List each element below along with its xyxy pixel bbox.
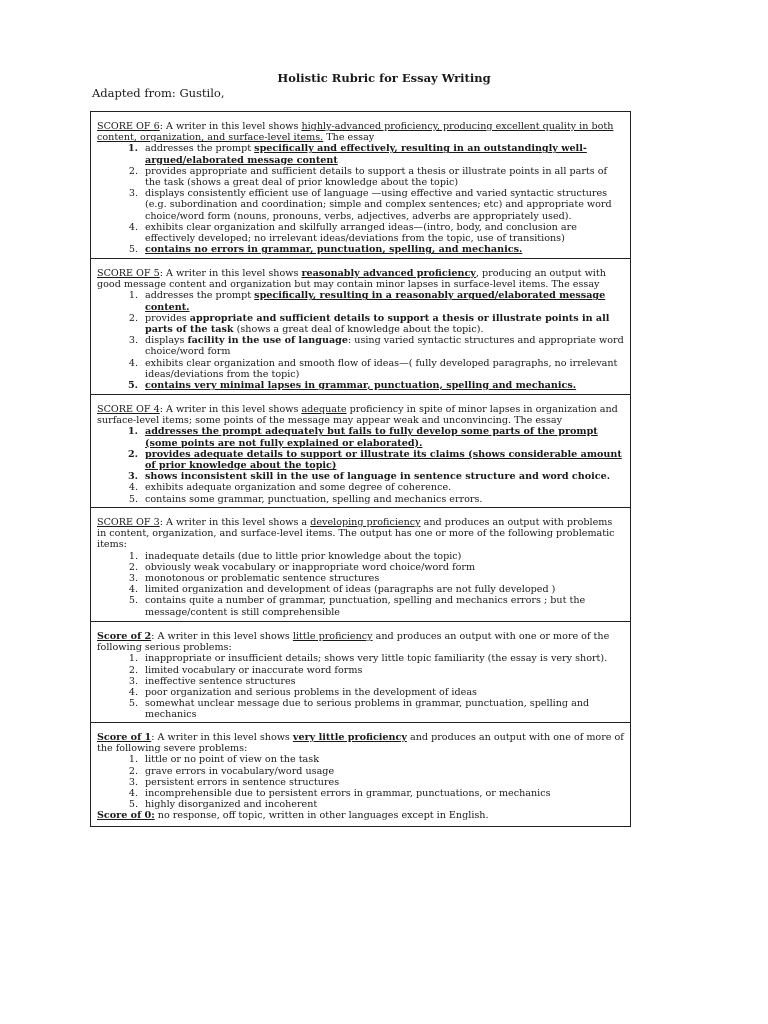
criterion-text: addresses the prompt adequately but fails to fully develop some parts of the prompt (some points are not fully explained or elaborated). <box>145 426 598 449</box>
criterion-text: obviously weak vocabulary or inappropriate word choice/word form <box>145 561 476 573</box>
criterion-text: monotonous or problematic sentence structures <box>145 573 380 585</box>
intro-text: : A writer in this level shows <box>159 268 302 279</box>
intro-text: : A writer in this level shows <box>151 732 293 743</box>
item-number: 1. <box>128 290 138 302</box>
score-1-intro <box>97 732 624 754</box>
score-0-line <box>97 810 624 821</box>
criterion-item <box>97 188 624 222</box>
criterion-item <box>97 143 624 165</box>
criterion-item <box>97 698 624 720</box>
text-part: provides <box>145 312 190 324</box>
score-0-text: no response, off topic, written in other languages except in English. <box>154 810 489 822</box>
criterion-item <box>97 426 624 448</box>
intro-text-end: and produces an output with one of more of the following severe problems: <box>97 732 624 755</box>
intro-underlined: reasonably advanced proficiency <box>301 268 476 279</box>
criterion-text: contains very minimal lapses in grammar, punctuation, spelling and mechanics. <box>145 380 577 392</box>
item-number: 5. <box>128 698 138 710</box>
item-number: 2. <box>128 312 138 324</box>
criterion-item <box>97 595 624 617</box>
criterion-text: little or no point of view on the task <box>145 754 320 766</box>
text-part: (shows a great deal of knowledge about the topic). <box>233 324 484 336</box>
criterion-item <box>97 449 624 471</box>
score-6-label: SCORE OF 6 <box>97 121 160 132</box>
document-title: Holistic Rubric for Essay Writing <box>277 71 491 85</box>
criterion-text: limited vocabulary or inaccurate word forms <box>145 664 363 676</box>
item-number: 1. <box>127 143 138 155</box>
intro-text: : A writer in this level shows a <box>159 517 311 528</box>
intro-underlined: very little proficiency <box>292 732 407 743</box>
item-number: 3. <box>128 188 138 200</box>
item-number: 4. <box>128 788 138 800</box>
criterion-text: persistent errors in sentence structures <box>145 776 340 788</box>
score-5-section <box>91 259 630 395</box>
criterion-item <box>97 573 624 584</box>
criterion-item <box>97 290 624 312</box>
score-2-section <box>91 622 630 723</box>
criterion-text: poor organization and serious problems in the development of ideas <box>145 687 477 699</box>
criterion-text: highly disorganized and incoherent <box>145 799 318 811</box>
score-3-section <box>91 508 630 622</box>
criterion-item <box>97 653 624 664</box>
criterion-item <box>97 665 624 676</box>
criterion-text: exhibits adequate organization and some degree of coherence. <box>145 482 452 494</box>
criterion-text: displays consistently efficient use of language —using effective and varied syntactic structures (e.g. subordination and coordination; simple and complex sentences; etc) and appropriate word choice/word form (nouns, pronouns, verbs, adjectives, adverbs are appropriately used). <box>145 188 612 222</box>
adapted-from-line: Adapted from: Gustilo, <box>92 86 225 100</box>
score-2-criteria <box>97 653 624 720</box>
criterion-item <box>97 482 624 493</box>
criterion-text <box>145 313 624 335</box>
text-part: : using varied syntactic structures and appropriate word choice/word form <box>145 335 624 358</box>
text-part: displays <box>145 335 188 347</box>
item-number: 5. <box>127 380 138 392</box>
item-number: 5. <box>128 493 138 505</box>
criterion-text: grave errors in vocabulary/word usage <box>145 765 335 777</box>
criterion-text <box>145 143 624 165</box>
item-number: 4. <box>128 482 138 494</box>
criterion-item <box>97 788 624 799</box>
criterion-text: inadequate details (due to little prior knowledge about the topic) <box>145 550 462 562</box>
item-number: 3. <box>128 335 138 347</box>
item-number: 2. <box>128 664 138 676</box>
item-number: 3. <box>128 675 138 687</box>
criterion-text: incomprehensible due to persistent errors in grammar, punctuations, or mechanics <box>145 788 551 800</box>
criterion-item <box>97 562 624 573</box>
item-number: 5. <box>128 595 138 607</box>
score-3-intro <box>97 517 624 551</box>
text-emphasis: specifically, resulting in a reasonably argued/elaborated message content. <box>145 290 606 313</box>
criterion-text: limited organization and development of ideas (paragraphs are not fully developed ) <box>145 584 556 596</box>
criterion-item <box>97 687 624 698</box>
item-number: 1. <box>128 550 138 562</box>
item-number: 1. <box>128 653 138 665</box>
criterion-item <box>97 380 624 391</box>
score-2-label: Score of 2 <box>97 631 152 642</box>
intro-text-end: proficiency in spite of minor lapses in organization and surface-level items; some points of the message may appear weak and unconvincing. The essay <box>97 404 618 427</box>
intro-text: : A writer in this level shows <box>159 404 302 415</box>
score-5-label: SCORE OF 5 <box>97 268 160 279</box>
criterion-item <box>97 676 624 687</box>
intro-underlined: highly-advanced proficiency, producing excellent quality in both content, organization, and surface-level items. <box>97 121 614 144</box>
criterion-text: exhibits clear organization and skilfully arranged ideas—(intro, body, and conclusion are effectively developed; no irrelevant ideas/deviations from the topic, use of transitions) <box>145 221 577 245</box>
score-4-criteria <box>97 426 624 504</box>
score-4-intro <box>97 404 624 426</box>
criterion-item <box>97 313 624 335</box>
score-0-label: Score of 0: <box>97 810 155 822</box>
criterion-text: somewhat unclear message due to serious problems in grammar, punctuation, spelling and mechanics <box>145 698 590 721</box>
criterion-text: exhibits clear organization and smooth flow of ideas—( fully developed paragraphs, no irrelevant ideas/deviations from the topic) <box>145 357 618 380</box>
criterion-text: contains no errors in grammar, punctuation, spelling, and mechanics. <box>145 244 523 256</box>
intro-text: : A writer in this level shows <box>159 121 302 132</box>
score-1-label: Score of 1 <box>97 732 152 743</box>
score-6-section <box>91 112 630 259</box>
criterion-item <box>97 766 624 777</box>
item-number: 4. <box>128 687 138 699</box>
score-6-criteria <box>97 143 624 255</box>
intro-text-end: The essay <box>323 132 375 144</box>
rubric-table <box>90 111 631 827</box>
item-number: 3. <box>128 776 138 788</box>
item-number: 2. <box>127 448 138 460</box>
item-number: 4. <box>128 584 138 596</box>
criterion-text <box>145 335 624 357</box>
item-number: 5. <box>128 244 138 256</box>
criterion-item <box>97 799 624 810</box>
item-number: 4. <box>128 357 138 369</box>
item-number: 3. <box>128 573 138 585</box>
intro-text-end: , producing an output with good message content and organization but may contain minor lapses in surface-level items. The essay <box>97 268 606 291</box>
item-number: 2. <box>128 765 138 777</box>
criterion-text: shows inconsistent skill in the use of language in sentence structure and word choice. <box>145 471 611 483</box>
score-5-criteria <box>97 290 624 391</box>
criterion-text: contains some grammar, punctuation, spelling and mechanics errors. <box>145 493 483 505</box>
criterion-text: contains quite a number of grammar, punctuation, spelling and mechanics errors ; but the message/content is still comprehensible <box>145 595 586 618</box>
item-number: 2. <box>128 165 138 177</box>
score-1-criteria <box>97 754 624 810</box>
intro-underlined: adequate <box>301 404 347 415</box>
intro-text-end: and produces an output with one or more of the following serious problems: <box>97 631 610 654</box>
intro-text-end: and produces an output with problems in content, organization, and surface-level items. The output has one or more of the following problematic items: <box>97 517 615 551</box>
item-number: 1. <box>127 426 138 438</box>
score-3-label: SCORE OF 3 <box>97 517 160 528</box>
score-5-intro <box>97 268 624 290</box>
intro-underlined: little proficiency <box>292 631 373 642</box>
score-3-criteria <box>97 551 624 618</box>
criterion-item <box>97 551 624 562</box>
text-emphasis: appropriate and sufficient details to support a thesis or illustrate points in all parts of the task <box>145 312 610 336</box>
text-part: addresses the prompt <box>145 290 255 302</box>
item-number: 2. <box>128 561 138 573</box>
text-emphasis: specifically and effectively, resulting in an outstandingly well-argued/elaborated message content <box>145 143 587 166</box>
criterion-item <box>97 222 624 244</box>
intro-underlined: developing proficiency <box>310 517 421 528</box>
score-6-intro <box>97 121 624 143</box>
item-number: 5. <box>128 799 138 811</box>
criterion-item <box>97 471 624 482</box>
criterion-text <box>145 290 624 312</box>
criterion-text: ineffective sentence structures <box>145 675 296 687</box>
item-number: 1. <box>128 754 138 766</box>
text-part: addresses the prompt <box>145 143 255 155</box>
criterion-item <box>97 584 624 595</box>
score-1-section <box>91 723 630 827</box>
criterion-item <box>97 244 624 255</box>
criterion-text: provides adequate details to support or illustrate its claims (shows considerable amount of prior knowledge about the topic) <box>145 448 622 472</box>
score-4-section <box>91 395 630 508</box>
criterion-item <box>97 166 624 188</box>
intro-text: : A writer in this level shows <box>151 631 293 642</box>
text-emphasis: facility in the use of language <box>187 335 348 347</box>
criterion-item <box>97 335 624 357</box>
criterion-text: inappropriate or insufficient details; shows very little topic familiarity (the essay is very short). <box>145 653 608 665</box>
item-number: 4. <box>128 221 138 233</box>
criterion-item <box>97 777 624 788</box>
score-4-label: SCORE OF 4 <box>97 404 160 415</box>
criterion-text: provides appropriate and sufficient details to support a thesis or illustrate points in all parts of the task (shows a great deal of prior knowledge about the topic) <box>145 165 608 189</box>
criterion-item <box>97 358 624 380</box>
criterion-item <box>97 754 624 765</box>
score-2-intro <box>97 631 624 653</box>
criterion-item <box>97 494 624 505</box>
item-number: 3. <box>127 471 138 483</box>
